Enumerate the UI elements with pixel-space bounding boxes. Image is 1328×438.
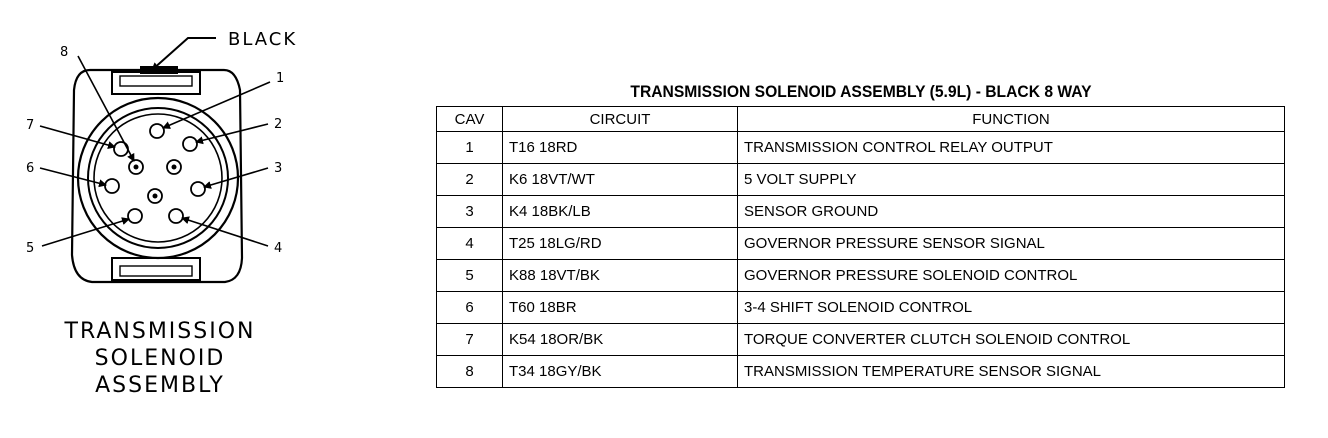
key-tab: [140, 66, 178, 74]
cell-circuit: T60 18BR: [503, 292, 738, 324]
cell-circuit: T25 18LG/RD: [503, 228, 738, 260]
pin-label-1: 1: [276, 71, 285, 86]
pin-label-8: 8: [60, 45, 69, 60]
cell-function: GOVERNOR PRESSURE SOLENOID CONTROL: [738, 260, 1285, 292]
table-row: [437, 356, 1285, 388]
header-circuit: CIRCUIT: [503, 107, 738, 132]
pin-label-3: 3: [274, 161, 283, 176]
table-row: [437, 292, 1285, 324]
cell-circuit: T16 18RD: [503, 132, 738, 164]
pin-label-6: 6: [26, 161, 35, 176]
cell-cav: 4: [437, 228, 503, 260]
cell-function: 5 VOLT SUPPLY: [738, 164, 1285, 196]
cell-function: TRANSMISSION CONTROL RELAY OUTPUT: [738, 132, 1285, 164]
pin-label-7: 7: [26, 118, 35, 133]
cavity-center-right: [167, 160, 181, 174]
cell-circuit: K88 18VT/BK: [503, 260, 738, 292]
header-cav: CAV: [437, 107, 503, 132]
cavity-7: [114, 142, 128, 156]
cell-cav: 1: [437, 132, 503, 164]
table-row: [437, 228, 1285, 260]
cell-cav: 2: [437, 164, 503, 196]
leader-5: [42, 219, 129, 246]
inner-ring: [94, 114, 222, 242]
cavity-center-bottom: [148, 189, 162, 203]
leader-1: [163, 82, 270, 128]
cell-circuit: T34 18GY/BK: [503, 356, 738, 388]
pinout-table: [436, 106, 1285, 388]
caption-line: SOLENOID: [94, 346, 226, 371]
cavity-4: [169, 209, 183, 223]
caption-line: TRANSMISSION: [64, 319, 256, 344]
table-header-row: [437, 107, 1285, 132]
color-callout-label: BLACK: [228, 29, 298, 50]
leader-7: [40, 126, 115, 147]
cavity-1: [150, 124, 164, 138]
cell-cav: 5: [437, 260, 503, 292]
cell-function: SENSOR GROUND: [738, 196, 1285, 228]
cavity-2: [183, 137, 197, 151]
pin-label-5: 5: [26, 241, 35, 256]
header-function: FUNCTION: [738, 107, 1285, 132]
cell-cav: 3: [437, 196, 503, 228]
cell-function: TORQUE CONVERTER CLUTCH SOLENOID CONTROL: [738, 324, 1285, 356]
cell-circuit: K54 18OR/BK: [503, 324, 738, 356]
cell-function: GOVERNOR PRESSURE SENSOR SIGNAL: [738, 228, 1285, 260]
cell-cav: 8: [437, 356, 503, 388]
cell-function: TRANSMISSION TEMPERATURE SENSOR SIGNAL: [738, 356, 1285, 388]
cell-cav: 6: [437, 292, 503, 324]
leader-3: [204, 168, 268, 187]
caption-line: ASSEMBLY: [95, 373, 225, 398]
diagram-caption: [40, 318, 280, 399]
cell-function: 3-4 SHIFT SOLENOID CONTROL: [738, 292, 1285, 324]
cavity-8: [129, 160, 143, 174]
table-row: [437, 164, 1285, 196]
cell-circuit: K4 18BK/LB: [503, 196, 738, 228]
table-row: [437, 196, 1285, 228]
table-title: TRANSMISSION SOLENOID ASSEMBLY (5.9L) - BLACK 8 WAY: [630, 82, 1092, 101]
pin-label-2: 2: [274, 117, 283, 132]
connector-latch-bottom: [112, 258, 200, 280]
pin-label-4: 4: [274, 241, 283, 256]
outer-ring: [78, 98, 238, 258]
table-row: [437, 260, 1285, 292]
cavity-6: [105, 179, 119, 193]
cell-circuit: K6 18VT/WT: [503, 164, 738, 196]
middle-ring: [88, 108, 228, 248]
table-row: [437, 132, 1285, 164]
black-leader-line: [152, 38, 216, 70]
cavity-5: [128, 209, 142, 223]
cell-cav: 7: [437, 324, 503, 356]
connector-housing: [72, 70, 242, 282]
cavity-3: [191, 182, 205, 196]
table-row: [437, 324, 1285, 356]
